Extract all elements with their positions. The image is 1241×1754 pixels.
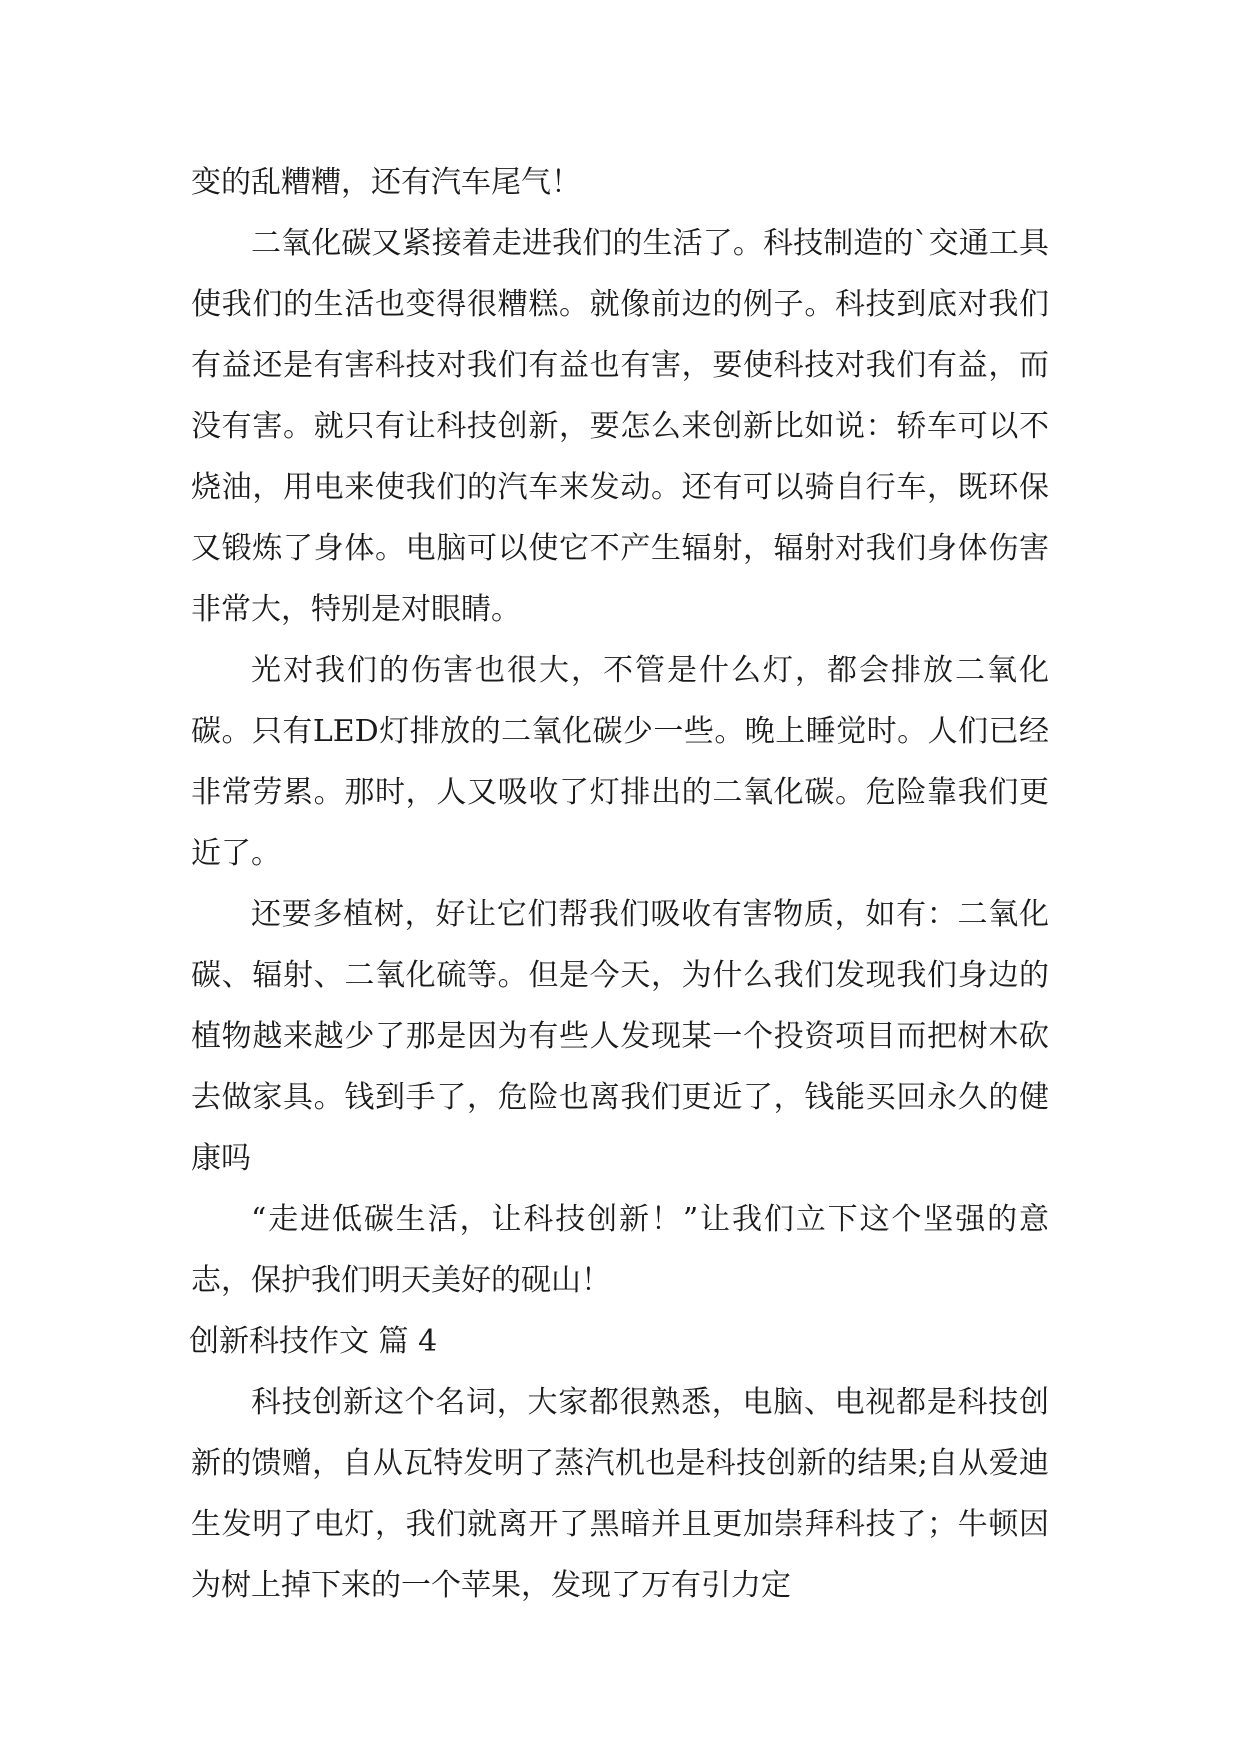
paragraph-innovation-intro: 科技创新这个名词，大家都很熟悉，电脑、电视都是科技创新的馈赠，自从瓦特发明了蒸汽机也是科技创新的结果;自从爱迪生发明了电灯，我们就离开了黑暗并且更加崇拜科技了；牛顿因为树上掉下来的一个苹果，发现了万有引力定 [191, 1385, 1049, 1603]
paragraph-continuation: 变的乱糟糟，还有汽车尾气！ [191, 165, 581, 200]
document-body [191, 152, 1049, 1616]
paragraph-slogan: “走进低碳生活，让科技创新！”让我们立下这个坚强的意志，保护我们明天美好的砚山！ [191, 1202, 1049, 1298]
paragraph-light-harm: 光对我们的伤害也很大，不管是什么灯，都会排放二氧化碳。只有LED灯排放的二氧化碳少一些。晚上睡觉时。人们已经非常劳累。那时，人又吸收了灯排出的二氧化碳。危险靠我们更近了。 [191, 653, 1049, 871]
section-heading: 创新科技作文 篇 4 [189, 1324, 438, 1359]
paragraph-plant-trees: 还要多植树，好让它们帮我们吸收有害物质，如有：二氧化碳、辐射、二氧化硫等。但是今天，为什么我们发现我们身边的植物越来越少了那是因为有些人发现某一个投资项目而把树木砍去做家具。钱到手了，危险也离我们更近了，钱能买回永久的健康吗 [191, 897, 1049, 1176]
paragraph-carbon-dioxide: 二氧化碳又紧接着走进我们的生活了。科技制造的`交通工具使我们的生活也变得很糟糕。就像前边的例子。科技到底对我们有益还是有害科技对我们有益也有害，要使科技对我们有益，而没有害。就只有让科技创新，要怎么来创新比如说：轿车可以不烧油，用电来使我们的汽车来发动。还有可以骑自行车，既环保又锻炼了身体。电脑可以使它不产生辐射，辐射对我们身体伤害非常大，特别是对眼睛。 [191, 226, 1049, 627]
